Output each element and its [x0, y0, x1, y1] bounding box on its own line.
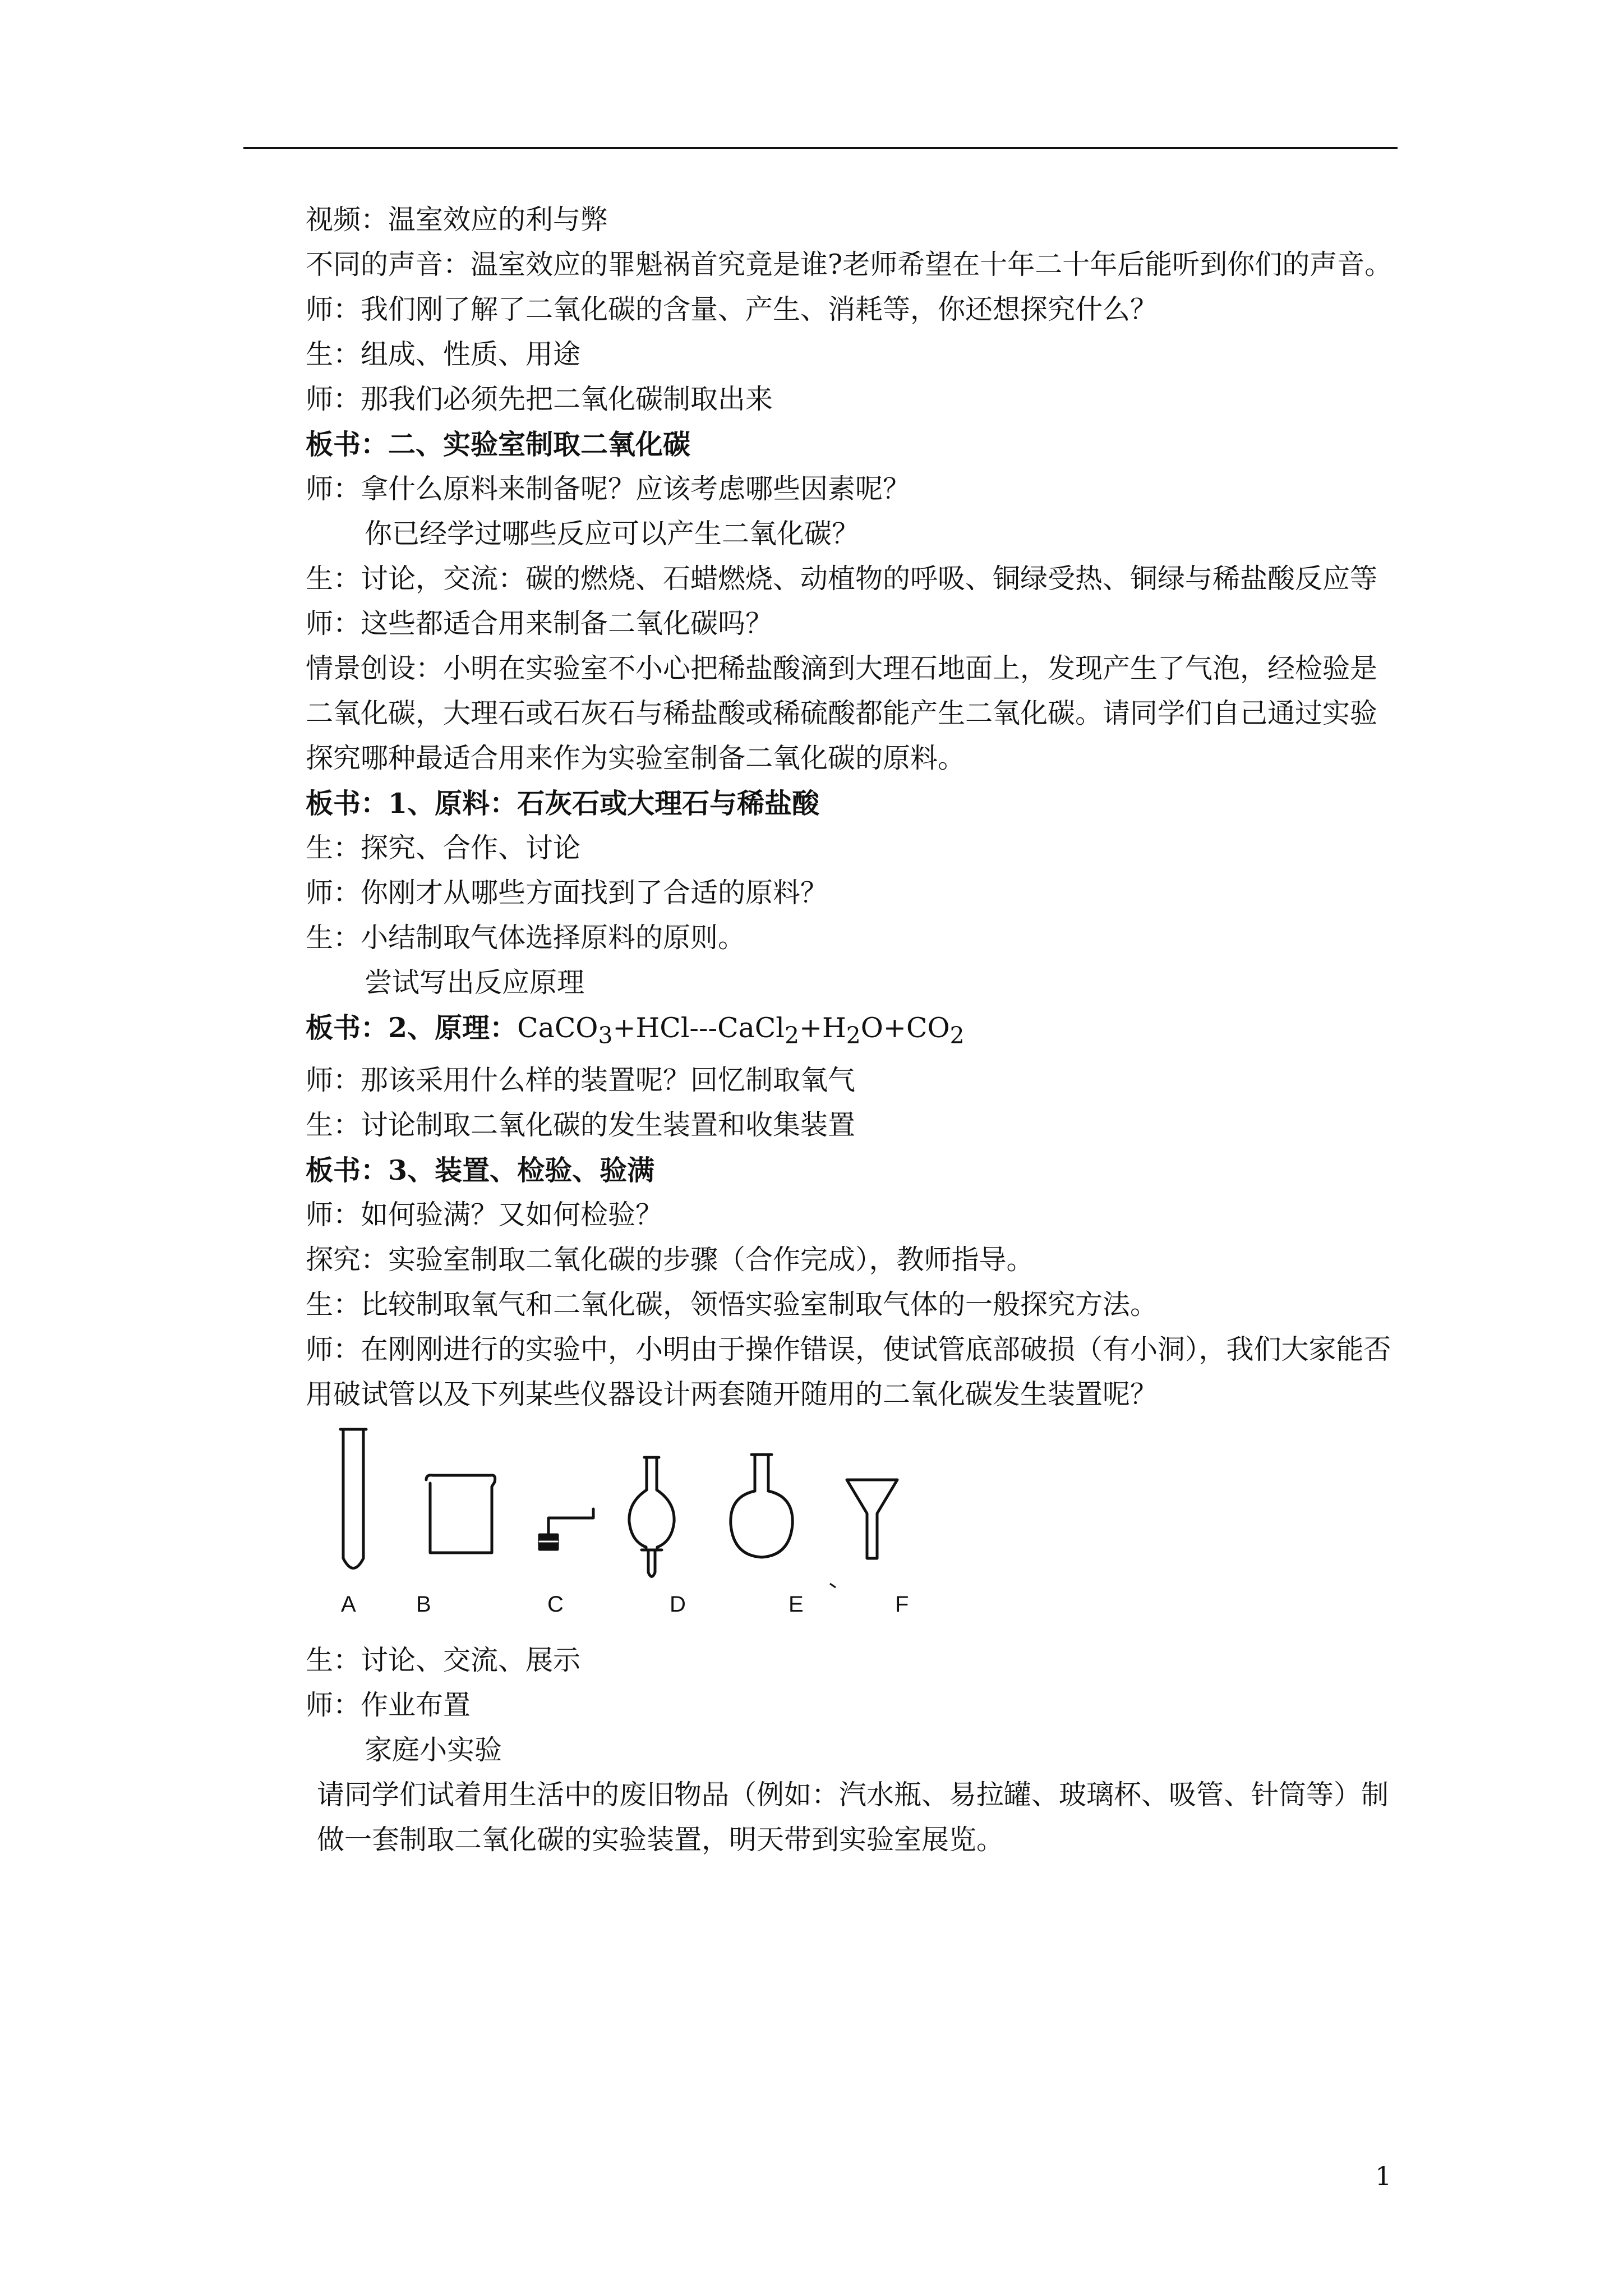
apparatus-drawings — [303, 1424, 1228, 1592]
equation-prefix: 板书：2、原理： — [306, 1011, 518, 1044]
equation-part: +H — [799, 1012, 846, 1044]
round-flask-drawing — [731, 1455, 792, 1557]
apparatus-label: F — [895, 1591, 909, 1617]
header-rule — [243, 147, 1398, 149]
apparatus-label: E — [789, 1591, 804, 1617]
equation-subscript: 2 — [846, 1022, 861, 1049]
equation-part: O+CO — [860, 1012, 950, 1044]
student-explore-line: 生：探究、合作、讨论 — [306, 832, 581, 864]
stray-mark — [830, 1584, 836, 1588]
board-apparatus: 板书：3、装置、检验、验满 — [306, 1153, 655, 1186]
student-summary-line: 生：小结制取气体选择原料的原则。 — [306, 922, 746, 954]
board-equation — [247, 1005, 1396, 1058]
teacher-design-paragraph: 师：在刚刚进行的实验中，小明由于操作错误，使试管底部破损（有小洞），我们大家能否用破试管以及下列某些仪器设计两套随开随用的二氧化碳发生装置呢？ — [306, 1333, 1391, 1410]
video-line: 视频：温室效应的利与弊 — [306, 204, 608, 236]
document-body — [247, 197, 1396, 1862]
different-voices-paragraph: 不同的声音：温室效应的罪魁祸首究竟是谁?老师希望在十年二十年后能听到你们的声音。 — [306, 249, 1393, 280]
teacher-question-line: 师：我们刚了解了二氧化碳的含量、产生、消耗等，你还想探究什么？ — [306, 293, 1158, 325]
home-experiment-instructions: 请同学们试着用生活中的废旧物品（例如：汽水瓶、易拉罐、玻璃杯、吸管、针筒等）制做一套制取二氧化碳的实验装置，明天带到实验室展览。 — [317, 1778, 1389, 1856]
page-number: 1 — [1375, 2161, 1392, 2191]
equation-part: +HCl---CaCl — [612, 1012, 785, 1044]
equation-subscript: 2 — [784, 1022, 799, 1049]
apparatus-label: C — [547, 1591, 564, 1617]
reaction-principle-prompt: 尝试写出反应原理 — [365, 967, 585, 999]
student-compare-line: 生：比较制取氧气和二氧化碳，领悟实验室制取气体的一般探究方法。 — [306, 1288, 1158, 1320]
board-heading-2: 板书：二、实验室制取二氧化碳 — [306, 428, 691, 461]
scenario-paragraph: 情景创设：小明在实验室不小心把稀盐酸滴到大理石地面上，发现产生了气泡，经检验是二氧化碳，大理石或石灰石与稀盐酸或稀硫酸都能产生二氧化碳。请同学们自己通过实验探究哪种最适合用来作为实验室制备二氧化碳的原料。 — [306, 652, 1378, 774]
explore-steps-line: 探究：实验室制取二氧化碳的步骤（合作完成），教师指导。 — [306, 1243, 1034, 1276]
teacher-apparatus-question: 师：那该采用什么样的装置呢？回忆制取氧气 — [306, 1064, 856, 1096]
equation-part: CaCO — [517, 1012, 598, 1044]
teacher-suitability-question: 师：这些都适合用来制备二氧化碳吗？ — [306, 608, 773, 639]
teacher-line: 师：那我们必须先把二氧化碳制取出来 — [306, 383, 773, 415]
funnel-drawing — [847, 1480, 897, 1558]
homework-line: 师：作业布置 — [306, 1688, 471, 1721]
beaker-drawing — [426, 1475, 495, 1552]
equation-subscript: 3 — [598, 1022, 613, 1049]
teacher-source-question: 师：你刚才从哪些方面找到了合适的原料？ — [306, 877, 828, 909]
apparatus-label: A — [341, 1591, 356, 1617]
teacher-test-question: 师：如何验满？又如何检验？ — [306, 1198, 663, 1231]
home-experiment-line: 家庭小实验 — [365, 1733, 502, 1766]
board-materials: 板书：1、原料：石灰石或大理石与稀盐酸 — [306, 787, 820, 820]
separatory-funnel-drawing — [629, 1457, 674, 1577]
teacher-materials-question: 师：拿什么原料来制备呢？应该考虑哪些因素呢？ — [306, 473, 911, 505]
apparatus-figure — [247, 1424, 1396, 1631]
student-present-line: 生：讨论、交流、展示 — [306, 1644, 581, 1676]
student-apparatus-discussion: 生：讨论制取二氧化碳的发生装置和收集装置 — [306, 1108, 856, 1141]
student-answer-line: 生：组成、性质、用途 — [306, 338, 581, 370]
bent-tube-drawing — [540, 1509, 593, 1549]
test-tube-drawing — [340, 1429, 366, 1568]
student-discussion-paragraph: 生：讨论，交流：碳的燃烧、石蜡燃烧、动植物的呼吸、铜绿受热、铜绿与稀盐酸反应等 — [306, 563, 1378, 595]
reaction-question: 你已经学过哪些反应可以产生二氧化碳？ — [365, 518, 860, 550]
apparatus-label: D — [670, 1591, 686, 1617]
equation-subscript: 2 — [949, 1022, 965, 1049]
apparatus-label: B — [416, 1591, 431, 1617]
